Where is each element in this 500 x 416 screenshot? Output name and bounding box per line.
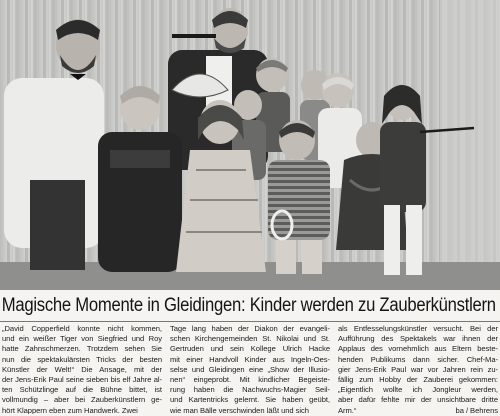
- column-line: als Entfesselungskünstler versucht. Bei der: [338, 324, 498, 333]
- column-line: Gertruden und sein Kollege Ulrich Hacke: [170, 344, 330, 354]
- article-column-1: [2, 324, 162, 414]
- column-line: aber dafür fehlte mir der unsichtbare dritte: [338, 395, 498, 405]
- column-line: wie man Bälle verschwinden läßt und sich: [170, 405, 309, 414]
- article-byline: ba / Behrens: [455, 405, 498, 414]
- column-line: „David Copperfield konnte nicht kommen,: [2, 324, 162, 333]
- article-headline: Magische Momente in Gleidingen: Kinder werden zu Zauberkünstlern: [1, 295, 496, 316]
- column-line: ten Schützlinge auf die Bühne bittet, ist: [2, 385, 162, 395]
- column-line: und ein weißer Tiger von Siegfried und Roy: [2, 334, 162, 344]
- article-body: [2, 324, 498, 414]
- article-column-3: [338, 324, 498, 414]
- headline-divider: [0, 321, 500, 322]
- column-line: gier Jens-Erik Paul war vor Jahren rein zu-: [338, 364, 498, 374]
- column-line: henden Publikums dann sicher. Chef-Ma-: [338, 354, 498, 364]
- column-line: Tage lang haben der Diakon der evangeli-: [170, 324, 330, 333]
- column-line: der Jens-Erik Paul seine sieben bis elf Jahre al-: [2, 375, 162, 385]
- column-line: „Eigentlich wollte ich Jongleur werden,: [338, 385, 498, 395]
- column-line: hatte Zahnschmerzen. Trotzdem sehen Sie: [2, 344, 162, 354]
- column-line: hört Klappern eben zum Handwerk. Zwei: [2, 405, 138, 414]
- article-column-2: [170, 324, 330, 414]
- column-line: nen“ eingeprobt. Mit kindlicher Begeiste-: [170, 375, 330, 385]
- column-line: schen Kirchengemeinden St. Nikolai und St.: [170, 334, 330, 344]
- column-line: vollmundig – aber bei Zauberkünstlern ge-: [2, 395, 162, 405]
- column-line: nun die spektakulärsten Tricks der besten: [2, 354, 162, 364]
- column-line-text: Arm.“: [338, 405, 357, 414]
- column-line: und Kartentricks gelernt. Sie haben geübt,: [170, 395, 330, 405]
- column-line: fällig zum Hobby der Zauberei gekommen:: [338, 375, 498, 385]
- column-line: Applaus des vornehmlich aus Eltern beste-: [338, 344, 498, 354]
- column-line: Künstler der Welt!“ Die Ansage, mit der: [2, 364, 162, 374]
- column-line: selse und Gleidingen eine „Show der Illusio-: [170, 364, 330, 374]
- column-line: rung haben die Nachwuchs-Magier Seil-: [170, 385, 330, 395]
- column-line: mit einer Handvoll Kinder aus Ingeln-Oes-: [170, 354, 330, 364]
- column-line: Aufführung des Spektakels war ihnen der: [338, 334, 498, 344]
- column-line: [338, 406, 498, 414]
